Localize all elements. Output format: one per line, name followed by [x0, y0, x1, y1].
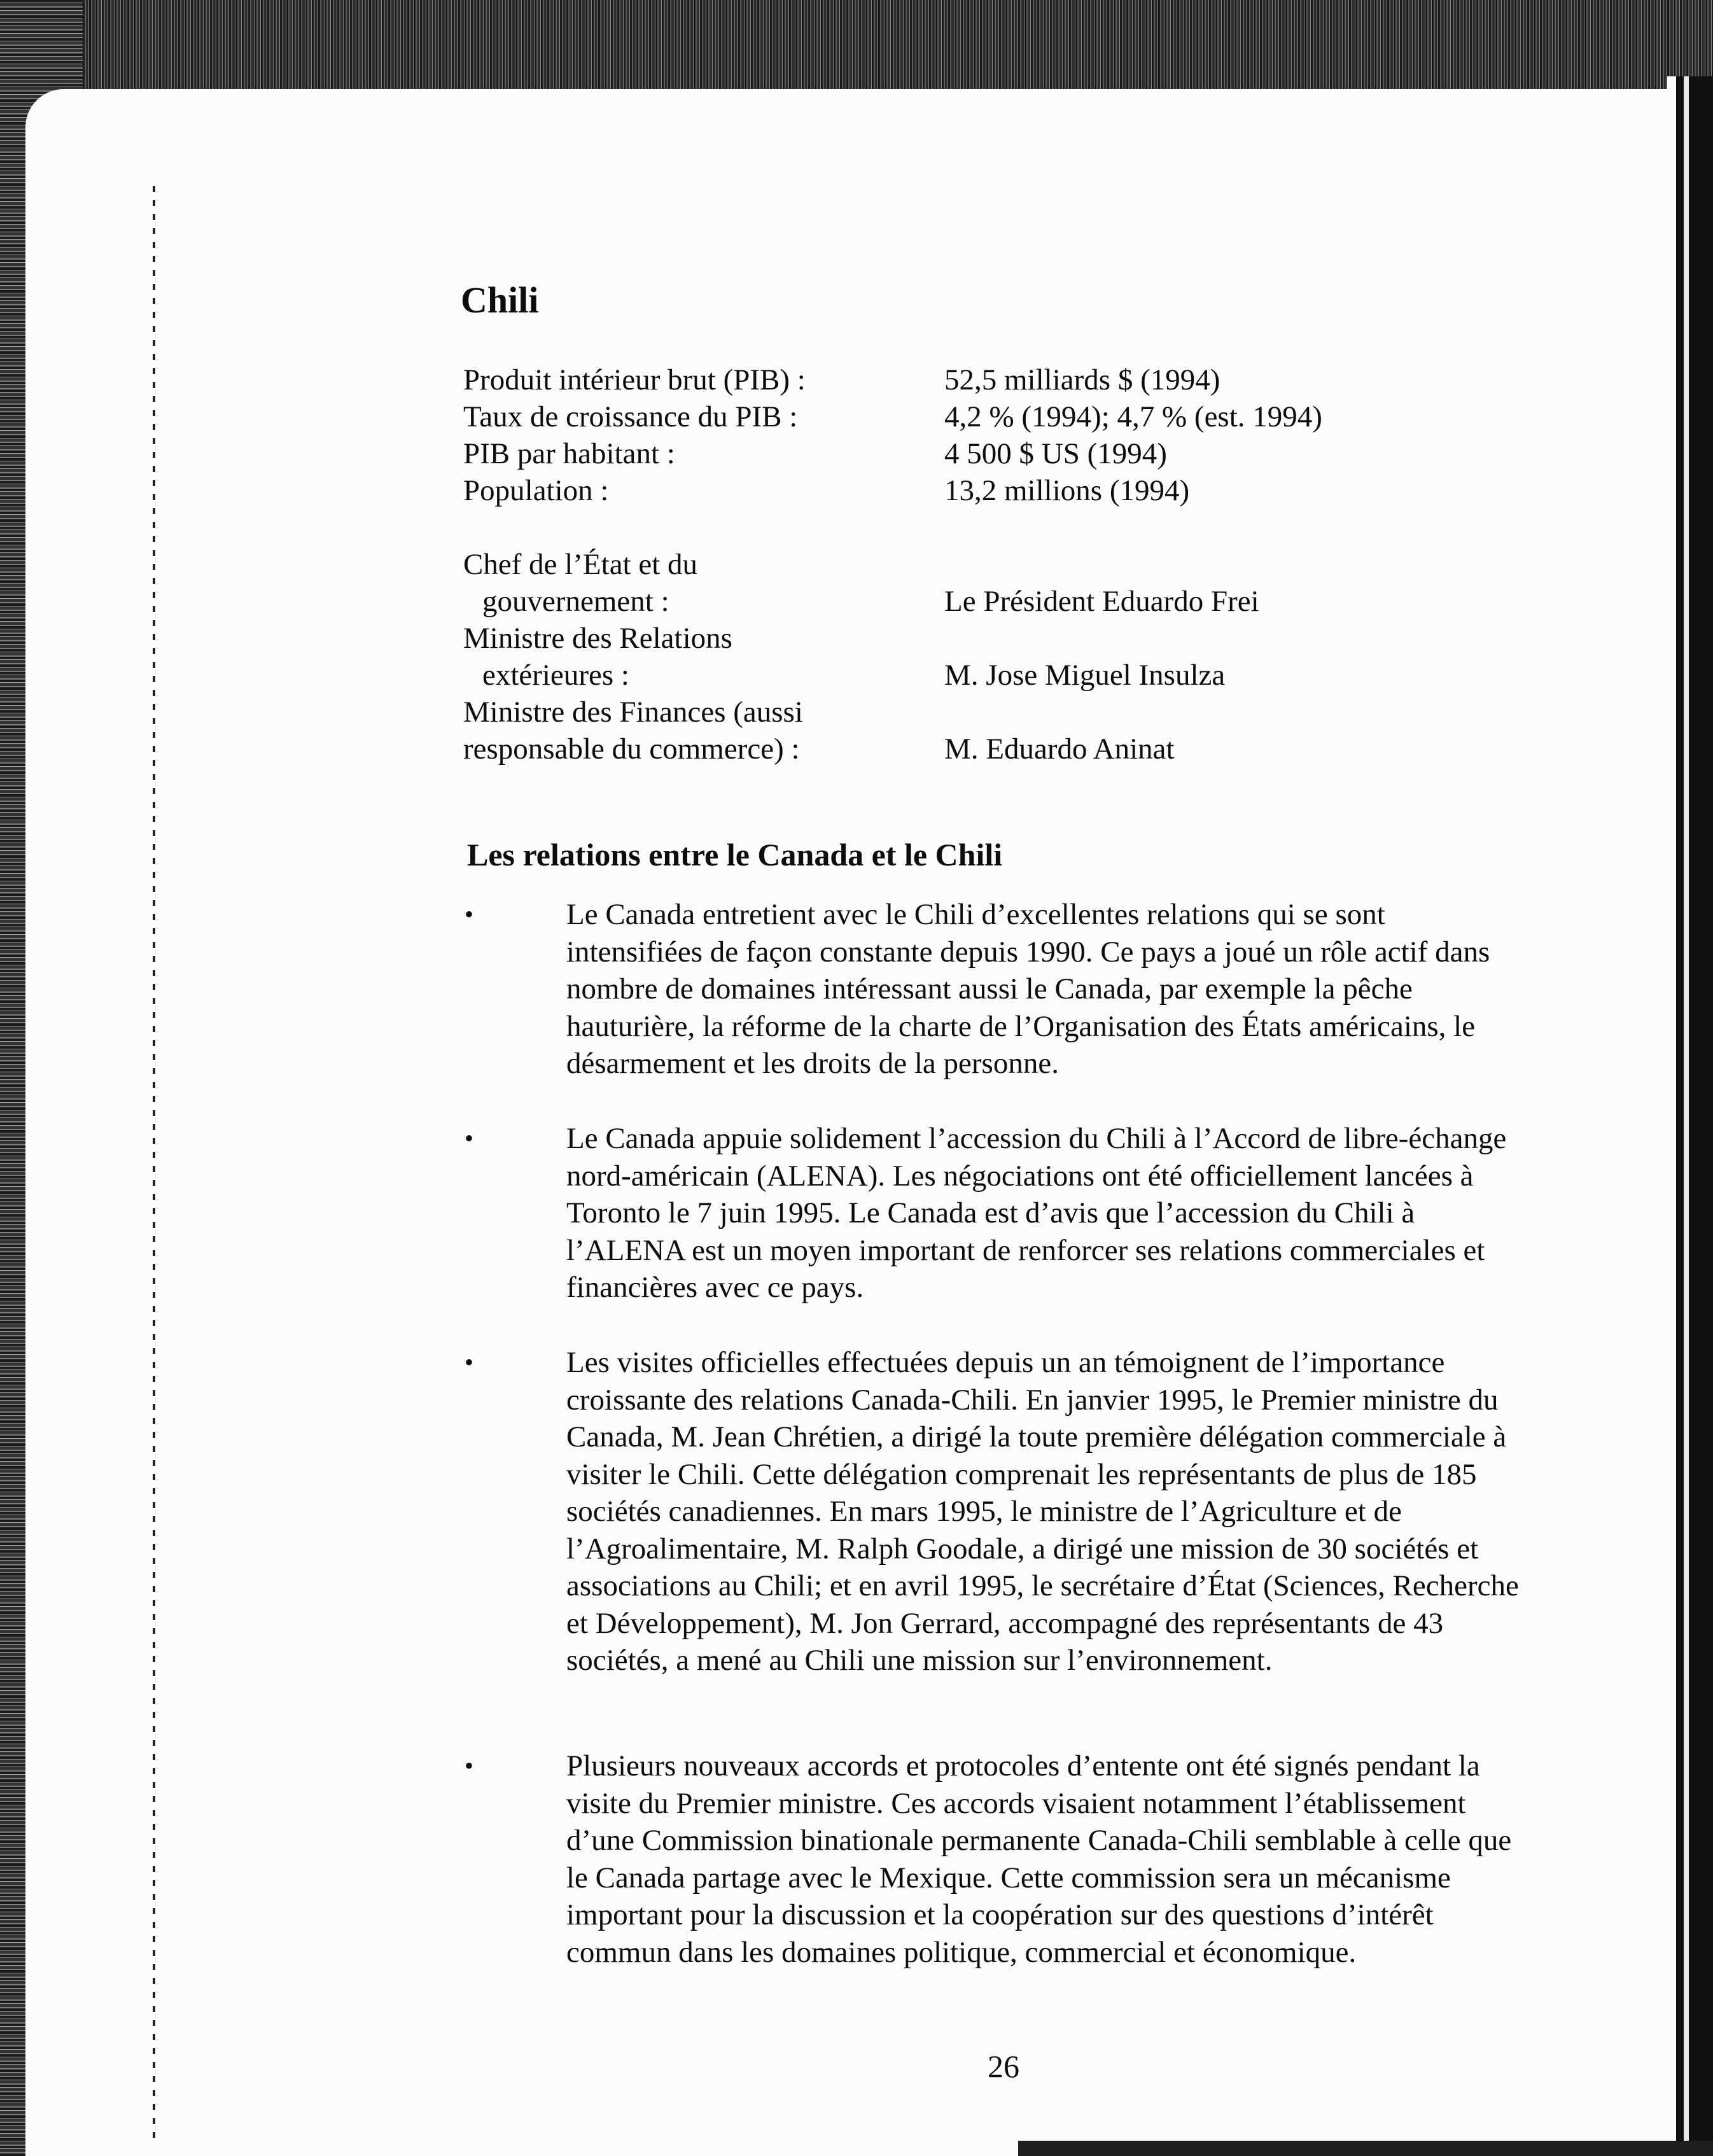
fact-row [463, 435, 1443, 472]
fact-value: 4,2 % (1994); 4,7 % (est. 1994) [944, 400, 1322, 433]
fact-label: Produit intérieur brut (PIB) : [463, 363, 806, 396]
bullet-icon: • [465, 1124, 474, 1152]
fact-label: Taux de croissance du PIB : [463, 400, 798, 433]
official-row [463, 694, 1443, 767]
official-label-line: extérieures : [482, 659, 629, 692]
page-title: Chili [461, 279, 539, 321]
fact-value: 4 500 $ US (1994) [944, 437, 1167, 470]
official-row [463, 620, 1443, 694]
bullet-icon: • [465, 900, 474, 928]
official-label-line: Chef de l’État et du [463, 548, 698, 581]
official-label-line: gouvernement : [482, 585, 669, 618]
official-name: Le Président Eduardo Frei [944, 585, 1259, 618]
page-number: 26 [988, 2048, 1019, 2084]
list-item-text: Le Canada appuie solidement l’accession du Chili à l’Accord de libre-échange nord-américain (ALENA). Les négociations ont été officiellement lancées à Toronto le 7 juin 1995. Le Canada est d’avis que l’accession du Chili à l’ALENA est un moyen important de renforcer ses relations commerciales et financières avec ce pays. [566, 1122, 1507, 1304]
official-label-line: Ministre des Finances (aussi [463, 696, 803, 729]
official-label [463, 546, 944, 620]
fact-row [463, 361, 1443, 398]
fact-label: PIB par habitant : [463, 437, 675, 470]
official-label [463, 620, 944, 694]
list-item [465, 1344, 1527, 1679]
official-label-line: Ministre des Relations [463, 622, 732, 655]
fact-value: 13,2 millions (1994) [944, 474, 1190, 507]
official-name: M. Jose Miguel Insulza [944, 659, 1226, 692]
list-item-text: Le Canada entretient avec le Chili d’excellentes relations qui se sont intensifiées de façon constante depuis 1990. Ce pays a joué un rôle actif dans nombre de domaines intéressant aussi le Canada, par exemple la pêche hauturière, la réforme de la charte de l’Organisation des États américains, le désarmement et les droits de la personne. [566, 898, 1490, 1080]
official-name: M. Eduardo Aninat [944, 732, 1175, 766]
fact-label: Population : [463, 474, 609, 507]
official-row [463, 546, 1443, 620]
list-item [465, 1120, 1527, 1306]
fact-row [463, 472, 1443, 509]
list-item-text: Plusieurs nouveaux accords et protocoles d’entente ont été signés pendant la visite du Premier ministre. Ces accords visaient notamment l’établissement d’une Commission binationale permanente Canada-Chili semblable à celle que le Canada partage avec le Mexique. Cette commission sera un mécanisme important pour la discussion et la coopération sur des questions d’intérêt commun dans les domaines politique, commercial et économique. [566, 1749, 1512, 1969]
official-label-line: responsable du commerce) : [463, 732, 800, 766]
official-label [463, 694, 944, 767]
fact-row [463, 398, 1443, 435]
section-heading: Les relations entre le Canada et le Chili [467, 837, 1003, 872]
fact-value: 52,5 milliards $ (1994) [944, 363, 1220, 396]
list-item-text: Les visites officielles effectuées depuis un an témoignent de l’importance croissante des relations Canada-Chili. En janvier 1995, le Premier ministre du Canada, M. Jean Chrétien, a dirigé la toute première délégation commerciale à visiter le Chili. Cette délégation comprenait les représentants de plus de 185 sociétés canadiennes. En mars 1995, le ministre de l’Agriculture et de l’Agroalimentaire, M. Ralph Goodale, a dirigé une mission de 30 sociétés et associations au Chili; et en avril 1995, le secrétaire d’État (Sciences, Recherche et Développement), M. Jon Gerrard, accompagné des représentants de 43 sociétés, a mené au Chili une mission sur l’environnement. [566, 1346, 1519, 1677]
bullet-icon: • [465, 1751, 474, 1780]
list-item [465, 1747, 1527, 1971]
list-item [465, 896, 1527, 1082]
bullet-icon: • [465, 1348, 474, 1376]
